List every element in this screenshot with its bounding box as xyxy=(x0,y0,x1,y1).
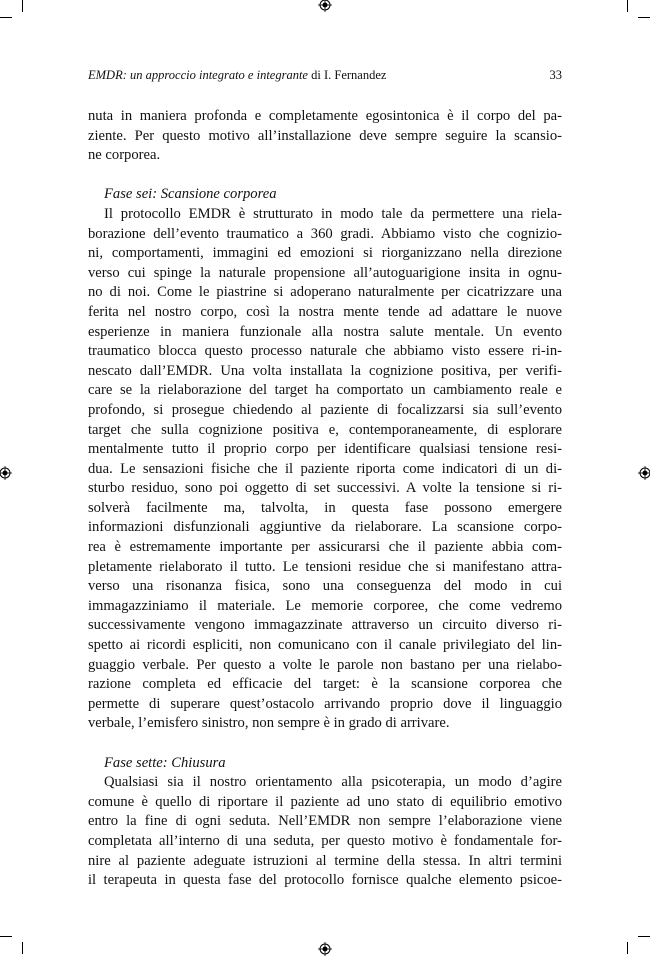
text-line: nescato dall’EMDR. Una volta installata la cognizione positiva, per verifi- xyxy=(88,362,562,379)
text-line: Qualsiasi sia il nostro orientamento alla psicoterapia, un modo d’agire xyxy=(104,774,562,791)
text-line: informazioni disfunzionali aggiuntive da rielaborare. La scansione corpo- xyxy=(88,519,562,536)
text-line: care se la rielaborazione del target ha comportato un cambiamento reale e xyxy=(88,382,562,399)
text-line: mentalmente tutto il proprio corpo per identificare qualsiasi tensione resi- xyxy=(88,441,562,458)
crop-mark-bottom-left-h xyxy=(0,936,12,937)
text-line: nuta in maniera profonda e completamente egosintonica è il corpo del pa- xyxy=(88,108,562,124)
text-line: ferita nel nostro corpo, così la nostra mente tende ad adattare le nuove xyxy=(88,303,562,320)
text-line: successivamente vengono immagazzinate attraverso un circuito diverso ri- xyxy=(88,617,562,634)
section-fase-sette xyxy=(88,754,562,891)
header-author: di I. Fernandez xyxy=(307,68,387,82)
section-heading: Fase sette: Chiusura xyxy=(104,754,226,771)
header-book-title: EMDR: un approccio integrato e integrante xyxy=(88,68,308,82)
crop-mark-top-left-h xyxy=(0,17,12,18)
text-line: verso cui spinge la naturale propensione all’autoguarigione insita in ognu- xyxy=(88,264,562,281)
text-line: Il protocollo EMDR è strutturato in modo tale da permettere una riela- xyxy=(104,205,562,222)
registration-mark-top-icon xyxy=(318,0,332,12)
text-line: rea è estremamente importante per assicurarsi che il paziente abbia com- xyxy=(88,539,562,556)
text-line: immagazziniamo il materiale. Le memorie corporee, che come vedremo xyxy=(88,597,562,614)
section-heading: Fase sei: Scansione corporea xyxy=(104,186,277,203)
text-line: razione completa ed efficacie del target: è la scansione corporea che xyxy=(88,676,562,693)
text-line: ne corporea. xyxy=(88,147,161,164)
paragraph-continued xyxy=(88,107,562,166)
page-body xyxy=(88,107,562,891)
text-line: completata all’interno di una seduta, per questo motivo è fondamentale for- xyxy=(88,832,562,849)
registration-mark-right-icon xyxy=(638,466,650,480)
text-line: verso una risonanza fisica, sono una conseguenza del modo in cui xyxy=(88,578,562,595)
section-fase-sei xyxy=(88,185,562,734)
text-line: ziente. Per questo motivo all’installazione deve sempre seguire la scansio- xyxy=(88,127,562,144)
text-line: verbale, l’emisfero sinistro, non sempre è in grado di arrivare. xyxy=(88,715,450,732)
text-line: borazione dell’evento traumatico a 360 gradi. Abbiamo visto che cognizio- xyxy=(88,225,562,242)
text-line: solverà facilmente ma, talvolta, in questa fase possono emergere xyxy=(88,499,562,516)
text-line: traumatico blocca questo processo naturale che abbiamo visto essere ri-in- xyxy=(88,343,562,360)
registration-mark-left-icon xyxy=(0,466,12,480)
text-line: profondo, si prosegue chiedendo al paziente di focalizzarsi sia sull’evento xyxy=(88,401,562,418)
text-line: nire al paziente adeguate istruzioni al termine della stessa. In altri termini xyxy=(88,852,562,869)
text-line: dua. Le sensazioni fisiche che il paziente riporta come indicatori di un di- xyxy=(88,460,562,477)
text-line: no di noi. Come le piastrine si adoperano naturalmente per cicatrizzare una xyxy=(88,284,562,301)
text-line: permette di superare quest’ostacolo arrivando proprio dove il linguaggio xyxy=(88,695,562,712)
crop-mark-top-right-h xyxy=(638,17,650,18)
running-header xyxy=(88,67,562,83)
crop-mark-top-right-v xyxy=(627,0,628,12)
text-line: esperienze in maniera funzionale alla nostra salute mentale. Un evento xyxy=(88,323,562,340)
text-line: sturbo residuo, sono poi oggetto di set successivi. A volte la tensione si ri- xyxy=(88,480,562,497)
text-line: guaggio verbale. Per questo a volte le parole non bastano per una rielabo- xyxy=(88,656,562,673)
text-line: entro la fine di ogni seduta. Nell’EMDR non sempre l’elaborazione viene xyxy=(88,813,562,830)
crop-mark-bottom-right-h xyxy=(638,936,650,937)
text-line: pletamente rielaborato il tutto. Le tensioni residue che si manifestano attra- xyxy=(88,558,562,575)
crop-mark-top-left-v xyxy=(22,0,23,12)
text-line: ni, comportamenti, immagini ed emozioni si riorganizzano nella direzione xyxy=(88,245,562,262)
crop-mark-bottom-left-v xyxy=(22,942,23,954)
text-line: spetto ai ricordi espliciti, non comunicano con il canale privilegiato del lin- xyxy=(88,637,562,654)
crop-mark-bottom-right-v xyxy=(627,942,628,954)
text-line: target che sulla cognizione positiva e, contemporaneamente, di esplorare xyxy=(88,421,562,438)
text-line: il terapeuta in questa fase del protocollo fornisce qualche elemento psicoe- xyxy=(88,872,562,889)
page-number: 33 xyxy=(549,68,562,82)
text-line: comune è quello di riportare il paziente ad uno stato di equilibrio emotivo xyxy=(88,793,562,810)
